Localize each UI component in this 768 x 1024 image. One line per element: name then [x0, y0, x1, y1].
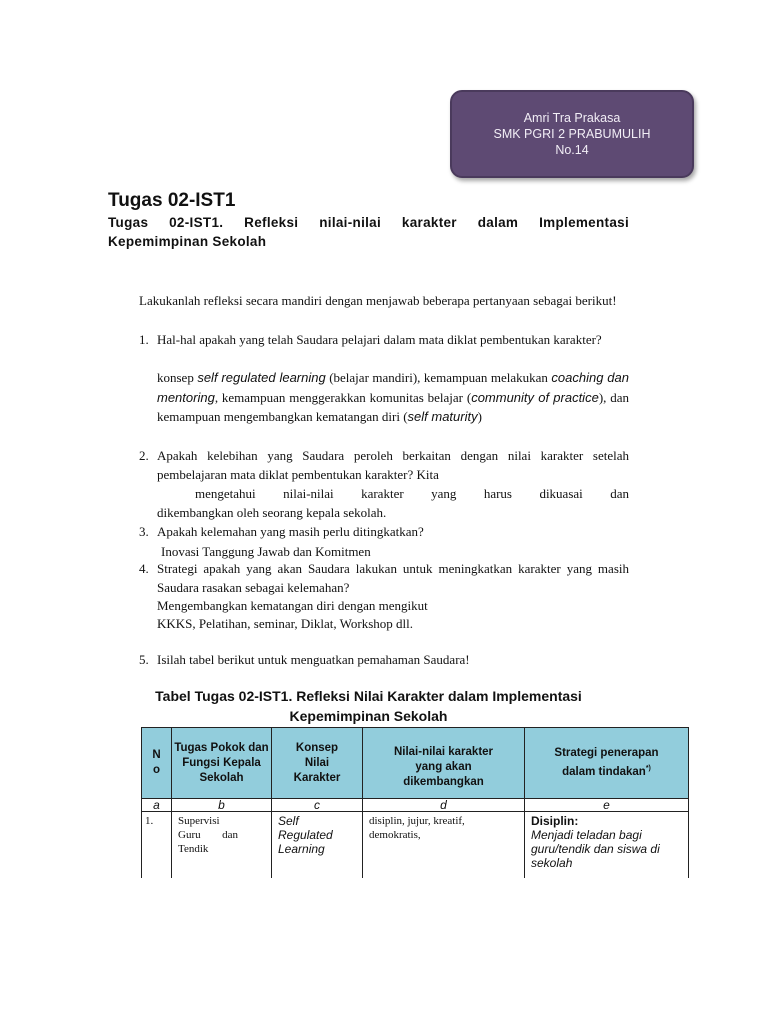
cell-strategi-text: Menjadi teladan bagi guru/tendik dan siswa di sekolah	[531, 828, 660, 870]
question-text: Apakah kelebihan yang Saudara peroleh berkaitan dengan nilai karakter setelah pembelajaran mata diklat pembentukan karakter? Kita	[157, 448, 629, 482]
answer-text: konsep	[157, 370, 198, 385]
table-title: Tabel Tugas 02-IST1. Refleksi Nilai Karakter dalam Implementasi Kepemimpinan Sekolah	[155, 688, 582, 724]
cell-tugas	[172, 812, 272, 879]
header-strategi-text: Strategi penerapan dalam tindakan	[554, 747, 659, 778]
answer-1	[157, 368, 629, 427]
answer-4-line1: Mengembangkan kematangan diri dengan mengikut	[157, 598, 428, 613]
question-text: Isilah tabel berikut untuk menguatkan pemahaman Saudara!	[157, 652, 470, 667]
answer-term: self regulated learning	[197, 370, 326, 385]
question-3	[139, 522, 629, 541]
answer-term: self maturity	[407, 409, 478, 424]
answer-text: , kemampuan menggerakkan komunitas belajar (	[214, 389, 472, 405]
page-subtitle: Tugas 02-IST1. Refleksi nilai-nilai karakter dalam Implementasi Kepemimpinan Sekolah	[108, 215, 629, 249]
letter-cell: c	[272, 799, 363, 812]
answer-2-line2: dikembangkan oleh seorang kepala sekolah.	[157, 505, 387, 520]
question-number: 5.	[139, 652, 149, 667]
author-name: Amri Tra Prakasa	[523, 111, 621, 125]
header-tugas: Tugas Pokok dan Fungsi Kepala Sekolah	[172, 728, 272, 799]
answer-text: )	[477, 409, 482, 424]
answer-text: (belajar mandiri), kemampuan melakukan	[325, 370, 552, 385]
cell-nilai: disiplin, jujur, kreatif, demokratis,	[363, 812, 525, 879]
answer-term: community of practice	[471, 389, 599, 405]
table-letter-row	[142, 799, 689, 812]
cell-konsep-text: Self Regulated Learning	[278, 814, 333, 856]
table-row	[142, 812, 689, 879]
cell-strategi-label: Disiplin:	[531, 814, 579, 828]
letter-cell: d	[363, 799, 525, 812]
question-text: Hal-hal apakah yang telah Saudara pelajari dalam mata diklat pembentukan karakter?	[157, 332, 602, 347]
header-nilai-text: Nilai-nilai karakter yang akan dikembangkan	[393, 745, 494, 788]
header-strategi	[525, 728, 689, 799]
answer-4-line2: KKKS, Pelatihan, seminar, Diklat, Workshop dll.	[157, 616, 414, 631]
cell-konsep	[272, 812, 363, 879]
question-1	[139, 330, 629, 349]
header-no-text: N o	[152, 749, 161, 776]
question-text: Apakah kelemahan yang masih perlu ditingkatkan?	[157, 524, 424, 539]
header-nilai	[363, 728, 525, 799]
question-5	[139, 650, 629, 669]
answer-term: coaching dan mentoring	[157, 370, 629, 405]
question-2	[139, 446, 629, 484]
letter-cell: a	[142, 799, 172, 812]
table-header-row	[142, 728, 689, 799]
question-text: Strategi apakah yang akan Saudara lakukan untuk meningkatkan karakter yang masih Saudara rasakan sebagai kelemahan?	[157, 561, 629, 595]
answer-3: Inovasi Tanggung Jawab dan Komitmen	[161, 544, 371, 559]
school-name: SMK PGRI 2 PRABUMULIH	[493, 127, 651, 141]
header-konsep	[272, 728, 363, 799]
intro-text: Lakukanlah refleksi secara mandiri dengan menjawab beberapa pertanyaan sebagai berikut!	[139, 293, 617, 308]
cell-no: 1.	[142, 812, 172, 879]
cell-tugas-text: Supervisi Guru dan Tendik	[178, 815, 238, 855]
question-4	[139, 559, 629, 597]
question-number: 4.	[139, 561, 149, 576]
header-strategi-wrap	[525, 746, 688, 780]
author-number: No.14	[555, 143, 589, 157]
letter-cell: e	[525, 799, 689, 812]
reflection-table	[141, 727, 689, 878]
question-number: 3.	[139, 524, 149, 539]
author-info-box	[450, 90, 694, 178]
header-strategi-footnote: *)	[645, 765, 651, 773]
answer-text: ), dan kemampuan mengembangkan kematangan diri (	[157, 389, 630, 424]
question-number: 1.	[139, 332, 149, 347]
letter-cell: b	[172, 799, 272, 812]
header-konsep-text: Konsep Nilai Karakter	[293, 741, 341, 784]
header-no	[142, 728, 172, 799]
question-number: 2.	[139, 448, 149, 463]
cell-strategi	[525, 812, 689, 879]
answer-2-line1: mengetahui nilai-nilai karakter yang harus dikuasai dan	[195, 486, 629, 501]
page-title: Tugas 02-IST1	[108, 190, 236, 211]
